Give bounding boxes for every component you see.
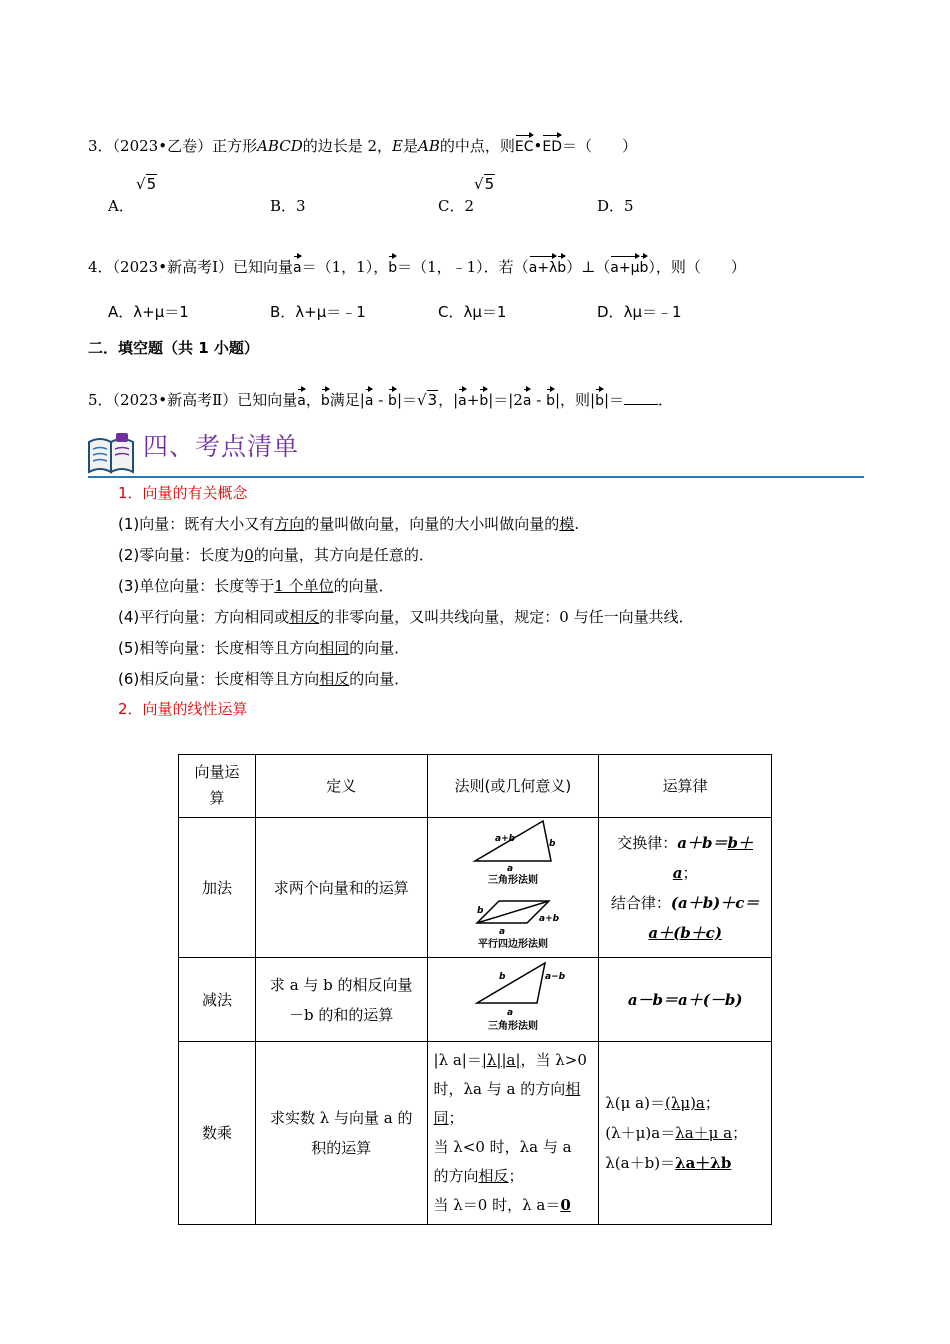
table-header-row [179,755,772,818]
op-laws [599,1042,772,1225]
concept-item [118,637,409,658]
concept-key: 模 [559,515,575,533]
q5-text: ， [305,391,321,409]
radicand: 5 [146,175,157,193]
rule-text: ； [508,1167,524,1185]
section-fill-blank-title: 二．填空题（共 1 小题） [88,339,259,357]
vector-b: b [557,254,566,276]
concept-text: 的非零向量，又叫共线向量，规定： [319,608,560,626]
law-key: b＋a [672,833,754,882]
q3-text: 正方形 [212,137,258,155]
radicand: 5 [484,175,495,193]
option-label: C． [438,303,464,321]
concept-text: 的向量． [349,670,410,688]
option-label: D． [597,303,624,321]
q5-text: ，| [438,391,459,409]
rule-line [434,1191,593,1220]
concept-key: 相反 [319,670,350,688]
law-text: ； [732,1124,748,1142]
concept-term: (4)平行向量： [118,608,215,626]
rule-text: |λ a|＝ [433,1051,482,1069]
op-rule-figures [427,818,599,958]
law-associative [605,888,765,948]
header-label: 向量运算 [194,763,240,807]
parallelogram-rule-caption: 平行四边形法则 [477,938,548,950]
option-value: λμ＝1 [463,303,507,321]
rule-text: 当 λ＝0 时，λ a＝ [433,1196,561,1214]
law-key: λa＋μ a [675,1124,733,1142]
concept-text: 0 与任一向量共线． [559,608,694,626]
rule-text: 的方向 [433,1167,479,1185]
option-value: λ+μ＝1 [133,303,189,321]
q5-text: |＝ [396,391,417,409]
vector-ec: EC [515,133,534,155]
rule-line [434,1104,593,1133]
label-a: a [506,1007,513,1018]
vector-b: b [388,387,397,409]
vector-b: b [321,387,330,409]
law-label: 交换律： [617,833,678,852]
op-rules [427,1042,599,1225]
q5-text: ． [658,391,674,409]
law-expr: a＋b＝ [677,833,728,852]
law-line [605,1118,765,1148]
q4-number: 4． [88,258,113,276]
concept-item [118,668,409,689]
vector-b: b [640,254,649,276]
vector-a-lambda: a+λ [529,254,558,276]
concept-term: (1)向量： [118,515,185,533]
question-5 [88,387,673,410]
label-b: b [498,971,506,982]
law-key: a＋(b＋c) [648,923,722,942]
vector-ed: ED [542,133,562,155]
law-label: 结合律： [610,893,671,912]
law-expr: λ(a＋b)＝ [605,1154,676,1172]
q5-text: |，则| [554,391,596,409]
label-a: a [506,863,513,874]
rule-text: ，当 λ>0 [520,1051,587,1069]
q5-text: |＝|2 [488,391,523,409]
concept-term: (2)零向量： [118,546,200,564]
subtraction-figure [463,959,563,1037]
book-icon [86,432,136,476]
vector-a: a [297,387,306,409]
rule-text: ； [448,1109,464,1127]
triangle-rule-caption: 三角形法则 [487,874,538,886]
concept-item [118,513,579,534]
op-definition [255,1042,427,1225]
concept-key: 1 个单位 [274,577,334,595]
radicand: 3 [427,391,438,409]
vector-b: b [546,387,555,409]
def-line: 积的运算 [311,1139,372,1157]
question-3 [88,133,637,156]
triangle-rule-caption: 三角形法则 [487,1020,538,1032]
label-b: b [476,905,484,916]
op-name: 减法 [179,958,256,1042]
q3-option-b [270,195,306,216]
q3-abcd: ABCD [257,137,303,155]
q5-number: 5． [88,391,113,409]
q3-source: （2023•乙卷） [112,137,213,155]
vector-a: a [458,387,467,409]
q5-text: + [466,391,480,409]
addition-figures [463,819,563,953]
banner-title: 四、考点清单 [143,432,300,461]
op-laws [599,818,772,958]
option-label: B． [270,197,297,215]
law-text: ； [704,1094,720,1112]
concept-key: 方向 [274,515,305,533]
vector-a-mu: a+μ [610,254,639,276]
concept-term: (6)相反向量： [118,670,215,688]
q3-text: 的中点，则 [439,137,515,155]
q4-option-b [270,301,366,322]
op-definition [255,958,427,1042]
option-label: B． [270,303,296,321]
q3-number: 3． [88,137,113,155]
def-line: 求实数 λ 与向量 a 的 [269,1109,413,1127]
rule-key: 0 [560,1196,571,1214]
q3-option-c-sqrt: √5 [474,175,495,193]
banner-divider [88,476,864,478]
header-cell: 运算律 [599,755,772,818]
option-value: λ+μ＝﹣1 [295,303,366,321]
concept-text: 长度为 [199,546,245,564]
q4-text: 已知向量 [233,258,294,276]
header-cell: 定义 [255,755,427,818]
label-a: a [498,926,505,937]
rule-key: 相 [565,1080,581,1098]
q3-dot: • [533,137,543,155]
rule-text: 时，λa 与 a 的方向 [433,1080,566,1098]
concept-text: 的向量． [349,639,410,657]
q3-text: 的边长是 2， [302,137,393,155]
law-expr: λ(μ a)＝ [605,1094,665,1112]
option-value: 3 [296,197,306,215]
concept-text: 长度相等且方向 [214,670,320,688]
def-line: －b 的和的运算 [289,1005,394,1024]
q4-option-c [438,301,506,322]
header-cell: 法则(或几何意义) [427,755,599,818]
q5-text: 已知向量 [237,391,298,409]
label-a-plus-b: a+b [538,913,559,924]
table-row-subtraction [179,958,772,1042]
concept-text: 方向相同或 [214,608,290,626]
answer-blank [624,404,658,405]
concept-text: 长度相等且方向 [214,639,320,657]
vector-b: b [388,254,397,276]
q4-source: （2023•新高考Ⅰ） [112,258,233,276]
concept-text: 的向量，其方向是任意的． [253,546,434,564]
op-rule-figures [427,958,599,1042]
option-label: D． [597,197,625,215]
concepts-title: 1．向量的有关概念 [118,484,248,502]
concept-key: 相反 [289,608,320,626]
q5-text: 满足| [329,391,365,409]
law-line [605,1088,765,1118]
law-expr: (λ＋μ)a＝ [605,1124,676,1142]
q4-option-d [597,301,682,322]
q3-option-a-sqrt: √5 [136,175,157,193]
concept-text: 的向量． [333,577,394,595]
law-commutative [605,828,765,888]
option-label: C． [438,197,465,215]
law-expr: a－b＝a＋(－b) [627,990,743,1009]
q5-sqrt: √3 [417,391,438,409]
rule-line [434,1075,593,1104]
q5-text: |＝ [603,391,625,409]
concept-item [118,544,434,565]
vector-a: a [365,387,374,409]
label-b: b [548,838,556,849]
rule-key: 相反 [478,1167,509,1185]
q5-text: - [373,391,389,409]
q3-text: 是 [403,137,419,155]
triangle-rule-figure [475,821,556,886]
table-row-scalar [179,1042,772,1225]
q4-text: ），则（ ） [648,258,746,276]
option-value: 5 [624,197,634,215]
op-name: 数乘 [179,1042,256,1225]
table-row-addition [179,818,772,958]
q3-option-a [108,195,134,216]
rule-line: 当 λ<0 时，λa 与 a [433,1138,572,1156]
op-name: 加法 [179,818,256,958]
concept-text: 的量叫做向量，向量的大小叫做向量的 [304,515,560,533]
q4-text: ＝（1，﹣1）．若（ [397,258,529,276]
concept-key: 相同 [319,639,350,657]
question-4 [88,254,746,277]
linear-ops-table [178,754,772,1225]
q3-e: E [392,137,403,155]
concept-item [118,575,394,596]
q3-text: ＝（ ） [562,137,638,155]
q4-option-a [108,301,189,322]
q3-ab: AB [418,137,440,155]
q4-text: ）⊥（ [566,258,611,276]
law-expr: (a＋b)＋c＝ [670,893,760,912]
rule-key: |λ||a| [481,1051,521,1069]
concept-text: . [574,515,580,533]
option-label: A． [108,303,134,321]
option-value: λμ＝﹣1 [623,303,682,321]
vector-a: a [523,387,532,409]
label-a-minus-b: a−b [544,971,565,982]
vector-b: b [595,387,604,409]
concept-text: 既有大小又有 [184,515,275,533]
op-definition: 求两个向量和的运算 [255,818,427,958]
concept-text: 长度等于 [214,577,275,595]
vector-b: b [479,387,488,409]
parallelogram-rule-figure [477,901,560,950]
law-key: λa＋λb [675,1154,732,1172]
q5-source: （2023•新高考Ⅱ） [112,391,238,409]
rule-line [434,1046,593,1075]
q3-option-c [438,195,474,216]
op-laws [599,958,772,1042]
q4-text: ＝（1，1）， [301,258,389,276]
rule-key: 同 [433,1109,449,1127]
label-a-plus-b: a+b [494,833,515,844]
law-text: ； [682,863,698,882]
q3-option-d [597,195,634,216]
linear-ops-title: 2．向量的线性运算 [118,700,248,718]
header-cell [179,755,256,818]
concept-item [118,606,694,627]
option-value: 2 [464,197,475,215]
concept-term: (3)单位向量： [118,577,215,595]
def-line: 求 a 与 b 的相反向量 [269,975,413,994]
vector-a: a [293,254,302,276]
law-key: (λμ)a [664,1094,705,1112]
q5-text: - [531,391,547,409]
concept-key: 0 [244,546,254,564]
option-label: A． [108,197,134,215]
law-line [605,1148,765,1178]
concept-term: (5)相等向量： [118,639,215,657]
rule-line [434,1162,593,1191]
